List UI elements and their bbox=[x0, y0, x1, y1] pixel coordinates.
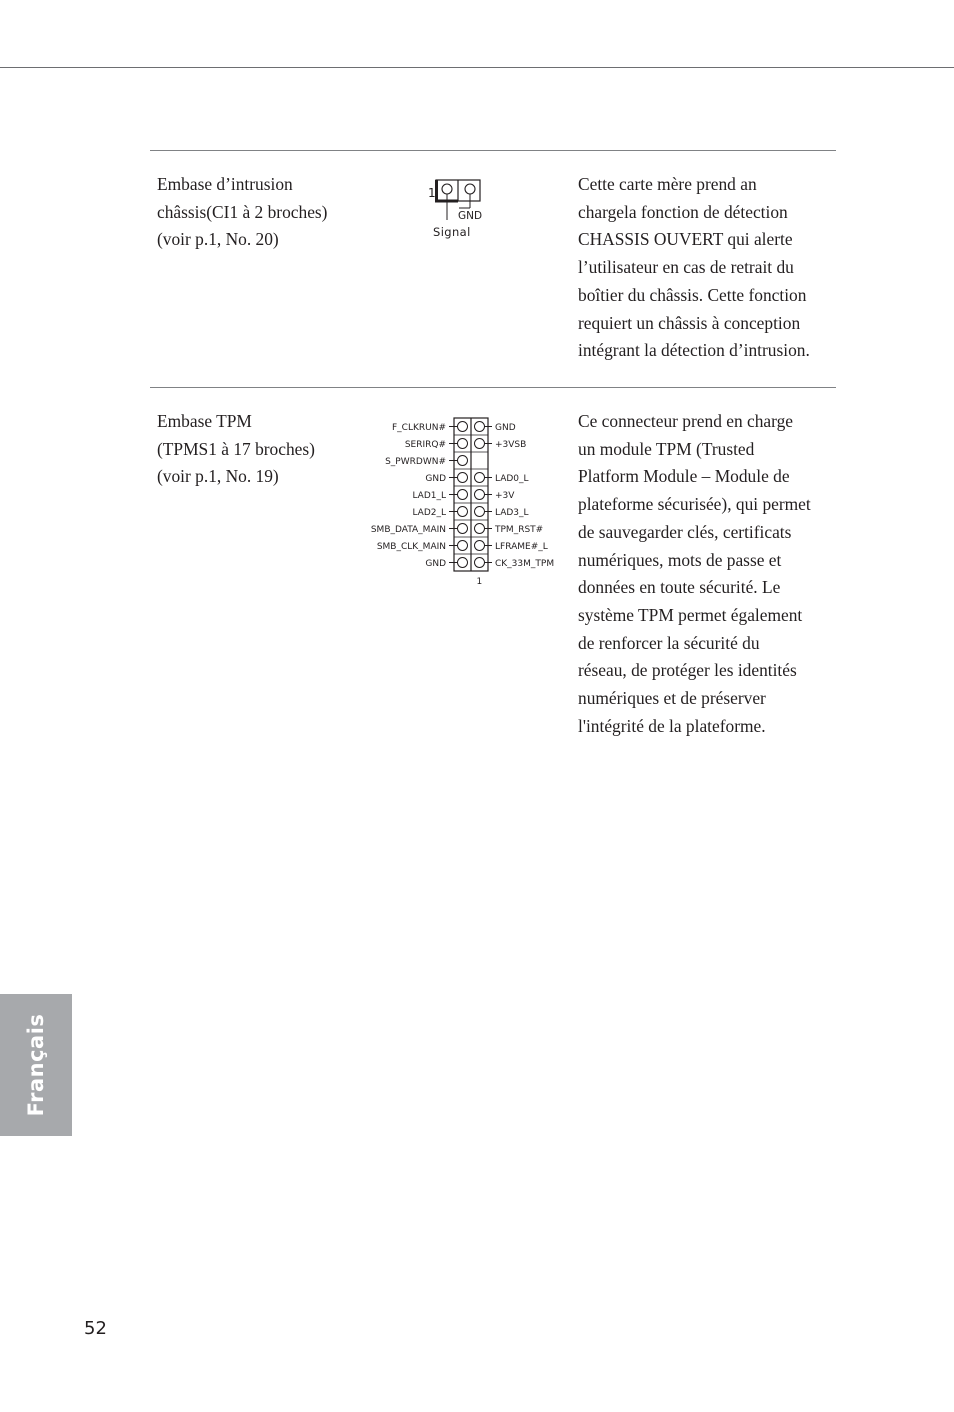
ci1-name bbox=[157, 171, 327, 254]
tpm-right-pin-label: LAD3_L bbox=[495, 508, 529, 518]
tpm-left-pin-label: S_PWRDWN# bbox=[385, 457, 446, 467]
tpm-right-pin-label: LAD0_L bbox=[495, 474, 529, 484]
tpm-left-pin-label: SMB_DATA_MAIN bbox=[370, 525, 446, 535]
tpm-left-pin-label: LAD2_L bbox=[412, 508, 446, 518]
tpm-pin-circle bbox=[458, 507, 468, 517]
ci1-pin-circle bbox=[465, 184, 475, 194]
language-label: Français bbox=[24, 1013, 48, 1117]
tpm-desc-line: de renforcer la sécurité du bbox=[578, 632, 760, 653]
tpm-pin-circle bbox=[475, 422, 485, 432]
ci1-description bbox=[578, 171, 810, 365]
tpm-desc-line: numériques et de préserver bbox=[578, 688, 766, 709]
tpm-description bbox=[578, 408, 811, 740]
tpm-pin-circle bbox=[458, 456, 468, 466]
tpm-desc-line: l'intégrité de la plateforme. bbox=[578, 715, 766, 736]
tpm-pin-circle bbox=[475, 439, 485, 449]
ci1-name-line: Embase d’intrusion bbox=[157, 174, 293, 194]
ci1-signal-label: Signal bbox=[433, 225, 471, 239]
ci1-pin1-label: 1 bbox=[428, 186, 436, 200]
tpm-pin-circle bbox=[475, 507, 485, 517]
ci1-pin-diagram bbox=[420, 172, 500, 242]
ci1-desc-line: l’utilisateur en cas de retrait du bbox=[578, 257, 794, 278]
tpm-left-pin-label: LAD1_L bbox=[412, 491, 446, 501]
tpm-pin-circle bbox=[458, 422, 468, 432]
ci1-desc-line: boîtier du châssis. Cette fonction bbox=[578, 284, 807, 305]
ci1-pin-circle bbox=[442, 184, 452, 194]
page-number: 52 bbox=[84, 1318, 107, 1339]
tpm-desc-line: numériques, mots de passe et bbox=[578, 549, 782, 570]
tpm-pin-circle bbox=[458, 558, 468, 568]
ci1-gnd-label: GND bbox=[458, 210, 483, 222]
tpm-desc-line: Ce connecteur prend en charge bbox=[578, 411, 794, 431]
ci1-desc-line: CHASSIS OUVERT qui alerte bbox=[578, 229, 793, 250]
ci1-desc-line: chargela fonction de détection bbox=[578, 201, 788, 222]
ci1-desc-line: Cette carte mère prend an bbox=[578, 174, 757, 194]
ci1-name-line: (voir p.1, No. 20) bbox=[157, 229, 279, 250]
tpm-right-pin-label: GND bbox=[495, 423, 516, 433]
tpm-pin-circle bbox=[475, 490, 485, 500]
tpm-pin-circle bbox=[458, 524, 468, 534]
header-rule bbox=[0, 67, 954, 68]
tpm-desc-line: Platform Module – Module de bbox=[578, 466, 790, 487]
tpm-desc-line: plateforme sécurisée), qui permet bbox=[578, 494, 811, 515]
tpm-pin-circle bbox=[458, 473, 468, 483]
ci1-name-line: châssis(CI1 à 2 broches) bbox=[157, 201, 328, 222]
tpm-left-pin-label: SERIRQ# bbox=[404, 440, 446, 450]
tpm-name-line: Embase TPM bbox=[157, 411, 252, 431]
tpm-left-pin-label: GND bbox=[425, 474, 446, 484]
tpm-desc-line: de sauvegarder clés, certificats bbox=[578, 521, 792, 542]
tpm-left-pin-label: SMB_CLK_MAIN bbox=[376, 542, 446, 552]
ci1-desc-line: requiert un châssis à conception bbox=[578, 312, 801, 333]
tpm-pin-circle bbox=[458, 541, 468, 551]
tpm-pin-circle bbox=[458, 490, 468, 500]
tpm-pin-circle bbox=[475, 473, 485, 483]
tpm-desc-line: données en toute sécurité. Le bbox=[578, 577, 781, 598]
tpm-name-line: (voir p.1, No. 19) bbox=[157, 466, 279, 487]
tpm-pin-circle bbox=[458, 439, 468, 449]
tpm-right-pin-label: +3VSB bbox=[495, 440, 527, 450]
tpm-left-pin-label: F_CLKRUN# bbox=[392, 423, 446, 433]
tpm-right-pin-label: LFRAME#_L bbox=[495, 542, 548, 552]
tpm-name-line: (TPMS1 à 17 broches) bbox=[157, 438, 315, 459]
row-divider-top bbox=[150, 150, 836, 151]
tpm-right-pin-label: TPM_RST# bbox=[495, 525, 544, 535]
language-tab bbox=[0, 994, 72, 1136]
ci1-desc-line: intégrant la détection d’intrusion. bbox=[578, 340, 810, 361]
tpm-pin-circle bbox=[475, 524, 485, 534]
tpm-left-pin-label: GND bbox=[425, 559, 446, 569]
tpm-pin-circle bbox=[475, 541, 485, 551]
tpm-pin1-label: 1 bbox=[476, 577, 483, 587]
row-divider-middle bbox=[150, 387, 836, 388]
tpm-right-pin-label: +3V bbox=[495, 491, 515, 501]
tpm-right-pin-label: CK_33M_TPM bbox=[495, 559, 555, 569]
tpm-desc-line: système TPM permet également bbox=[578, 604, 803, 625]
tpm-name bbox=[157, 408, 315, 491]
tpm-pin-circle bbox=[475, 558, 485, 568]
tpm-pin-diagram bbox=[350, 410, 570, 590]
tpm-desc-line: réseau, de protéger les identités bbox=[578, 660, 797, 681]
tpm-desc-line: un module TPM (Trusted bbox=[578, 438, 755, 459]
